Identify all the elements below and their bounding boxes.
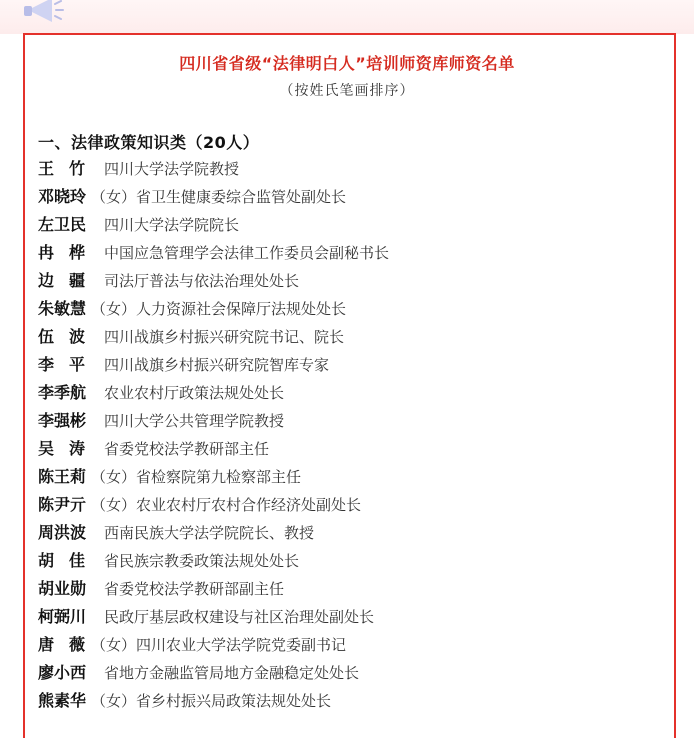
person-name: 李强彬: [38, 411, 87, 430]
person-position: 省卫生健康委综合监管处副处长: [136, 188, 347, 206]
list-item: [38, 466, 389, 494]
person-position: 中国应急管理学会法律工作委员会副秘书长: [104, 244, 390, 262]
person-position: 人力资源社会保障厅法规处处长: [136, 300, 347, 318]
person-name: 陈王莉: [38, 467, 87, 486]
document-title: 四川省省级“法律明白人”培训师资库师资名单: [179, 54, 515, 73]
person-name: 伍波: [38, 327, 101, 346]
list-item: [38, 606, 389, 634]
list-item: [38, 494, 389, 522]
list-item: [38, 522, 389, 550]
person-name: 熊素华: [38, 691, 87, 710]
person-name: 廖小西: [38, 663, 87, 682]
person-gender: （女）: [91, 636, 137, 654]
person-position: 四川战旗乡村振兴研究院智库专家: [104, 356, 330, 374]
header-band: [0, 0, 694, 34]
document-subtitle: （按姓氏笔画排序）: [279, 83, 415, 99]
list-item: [38, 354, 389, 382]
person-position: 省乡村振兴局政策法规处处长: [136, 692, 332, 710]
person-gender: （女）: [91, 188, 137, 206]
person-position: 农业农村厅农村合作经济处副处长: [136, 496, 362, 514]
person-name: 李平: [38, 355, 101, 374]
person-position: 省民族宗教委政策法规处处长: [104, 552, 300, 570]
list-item: [38, 690, 389, 718]
list-item: [38, 382, 389, 410]
person-position: 农业农村厅政策法规处处长: [104, 384, 285, 402]
person-position: 省检察院第九检察部主任: [136, 468, 302, 486]
person-name: 唐薇: [38, 635, 101, 654]
person-name: 边疆: [38, 271, 101, 290]
person-position: 省委党校法学教研部副主任: [104, 580, 285, 598]
person-gender: （女）: [91, 468, 137, 486]
person-position: 司法厅普法与依法治理处处长: [104, 272, 300, 290]
section-heading: 一、法律政策知识类（20人）: [38, 133, 260, 152]
person-position: 四川农业大学法学院党委副书记: [136, 636, 347, 654]
person-gender: （女）: [91, 496, 137, 514]
person-name: 朱敏慧: [38, 299, 87, 318]
person-gender: （女）: [91, 300, 137, 318]
list-item: [38, 326, 389, 354]
person-name: 冉桦: [38, 243, 101, 262]
person-position: 四川大学法学院教授: [104, 160, 240, 178]
list-item: [38, 550, 389, 578]
person-name: 王竹: [38, 159, 101, 178]
person-name: 左卫民: [38, 215, 87, 234]
person-position: 省地方金融监管局地方金融稳定处处长: [104, 664, 360, 682]
list-item: [38, 634, 389, 662]
list-item: [38, 578, 389, 606]
person-gender: （女）: [91, 692, 137, 710]
person-name: 胡佳: [38, 551, 101, 570]
list-item: [38, 662, 389, 690]
list-item: [38, 214, 389, 242]
list-item: [38, 242, 389, 270]
person-position: 省委党校法学教研部主任: [104, 440, 270, 458]
list-item: [38, 158, 389, 186]
megaphone-icon: [22, 0, 66, 24]
person-name: 柯弼川: [38, 607, 87, 626]
list-item: [38, 298, 389, 326]
person-name: 邓晓玲: [38, 187, 87, 206]
person-name: 吴涛: [38, 439, 101, 458]
person-name: 陈尹亓: [38, 495, 87, 514]
person-position: 四川大学公共管理学院教授: [104, 412, 285, 430]
person-name: 胡业勋: [38, 579, 87, 598]
person-name: 周洪波: [38, 523, 87, 542]
person-position: 四川战旗乡村振兴研究院书记、院长: [104, 328, 345, 346]
person-name: 李季航: [38, 383, 87, 402]
list-item: [38, 438, 389, 466]
trainer-list: [38, 158, 389, 718]
list-item: [38, 186, 389, 214]
person-position: 民政厅基层政权建设与社区治理处副处长: [104, 608, 375, 626]
list-item: [38, 270, 389, 298]
list-item: [38, 410, 389, 438]
person-position: 西南民族大学法学院院长、教授: [104, 524, 315, 542]
person-position: 四川大学法学院院长: [104, 216, 240, 234]
